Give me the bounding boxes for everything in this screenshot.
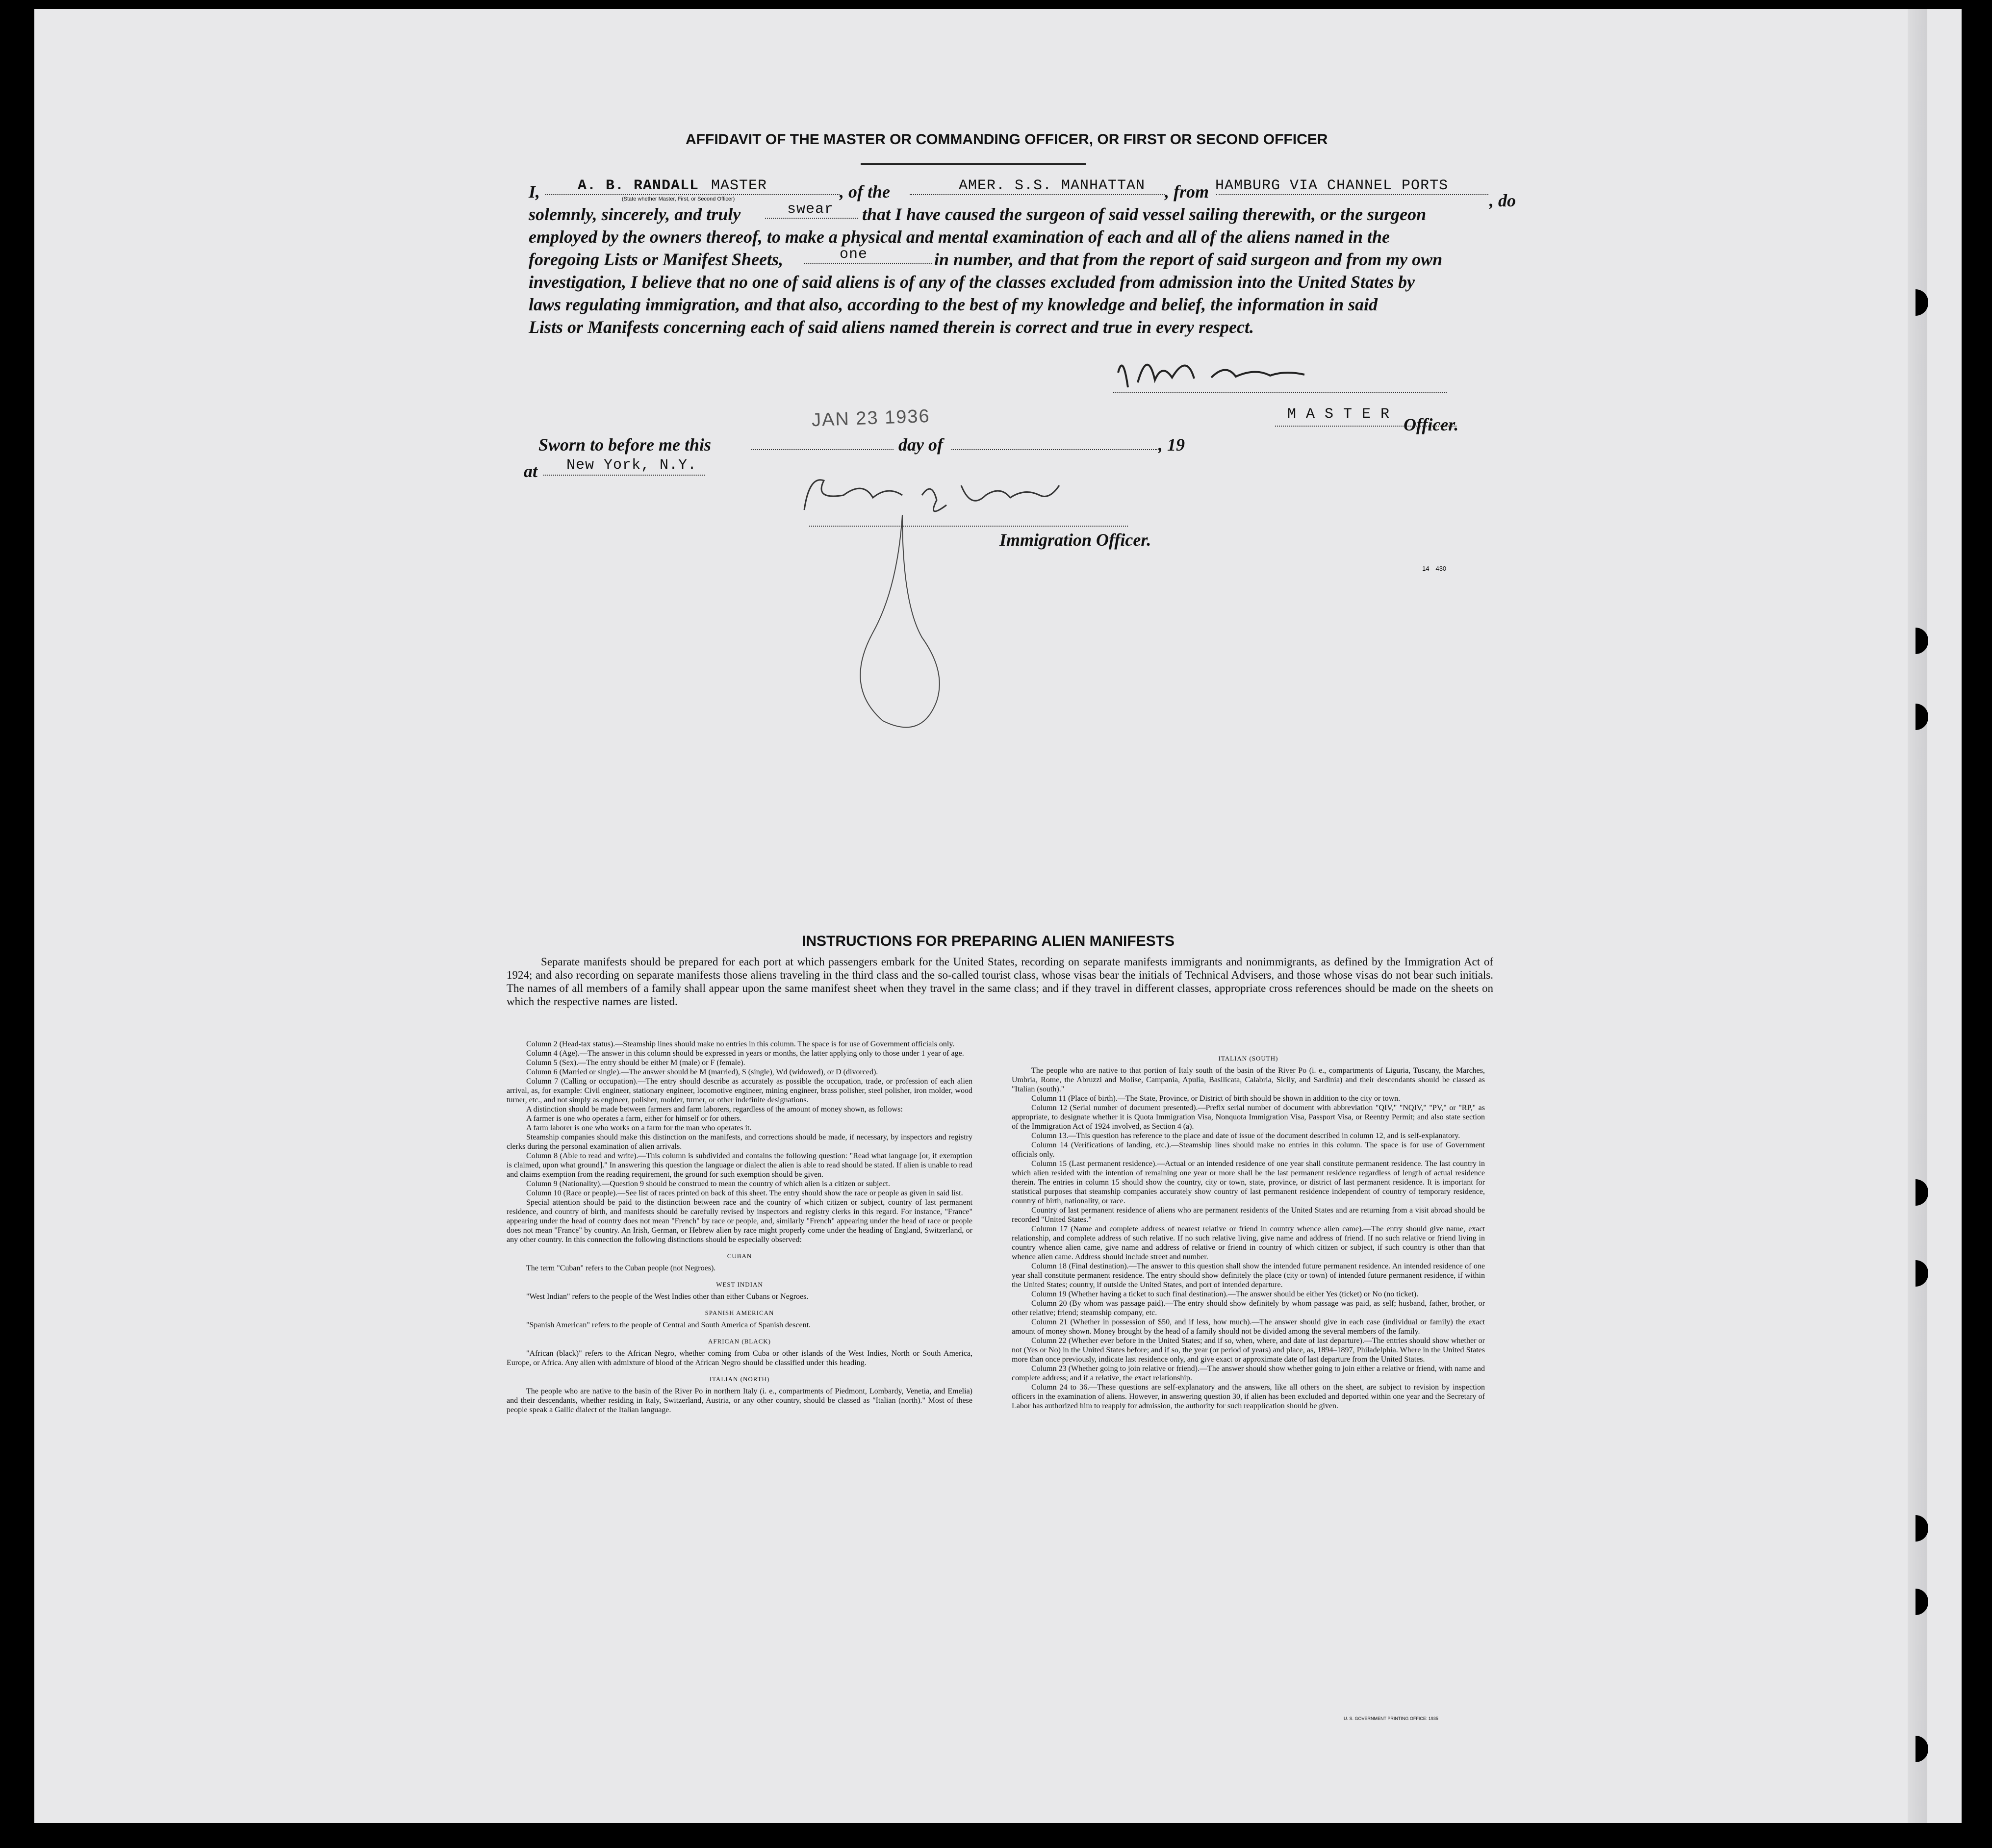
day-of-label: day of bbox=[898, 435, 943, 455]
immigration-officer-line bbox=[809, 526, 1128, 527]
section-heading: ITALIAN (SOUTH) bbox=[1218, 1055, 1278, 1062]
name-line bbox=[545, 194, 840, 195]
sheets-line bbox=[804, 263, 932, 264]
affidavit-line-3: employed by the owners thereof, to make a physical and mental examination of each and all of the aliens named in the bbox=[529, 227, 1390, 247]
instruction-paragraph: Country of last permanent residence of aliens who are permanent residents of the United States and are returning from a visit abroad should be recorded "United States." bbox=[1012, 1206, 1485, 1224]
instruction-paragraph: A farmer is one who operates a farm, either for himself or for others. bbox=[526, 1114, 742, 1123]
officer-title: M A S T E R bbox=[1287, 406, 1390, 423]
page-fold bbox=[1908, 9, 1927, 1823]
oath-text-b: that I have caused the surgeon of said vessel sailing therewith, or the surgeon bbox=[862, 204, 1427, 224]
form-number: 14—430 bbox=[1422, 565, 1447, 572]
instructions-title: INSTRUCTIONS FOR PREPARING ALIEN MANIFESTS bbox=[802, 933, 1175, 949]
section-heading: CUBAN bbox=[727, 1252, 752, 1260]
instruction-paragraph: Column 22 (Whether ever before in the United States; and if so, when, where, and date of last departure).—The entries should show whether or not (Yes or No) in the United States before; and if so, the year (or period of years) and place, as, 1894–1897, Philadelphia. Where in the United States more than once previously, indicate last residence only, and give exact or approximate date of last departure from the United States. bbox=[1012, 1337, 1485, 1364]
instruction-paragraph: The term "Cuban" refers to the Cuban people (not Negroes). bbox=[526, 1264, 716, 1272]
printing-office-footer: U. S. GOVERNMENT PRINTING OFFICE: 1935 bbox=[1344, 1716, 1438, 1721]
instruction-paragraph: Column 21 (Whether in possession of $50, and if less, how much).—The answer should give in each case (individual or family) the exact amount of money shown. Money brought by the head of a family should not be divided among the several members of the family. bbox=[1012, 1318, 1485, 1336]
instruction-paragraph: Column 4 (Age).—The answer in this column should be expressed in years or months, the latter applying only to those under 1 year of age. bbox=[526, 1049, 964, 1058]
instruction-paragraph: Column 11 (Place of birth).—The State, Province, or District of birth should be shown in addition to the city or town. bbox=[1031, 1094, 1401, 1103]
at-label: at bbox=[524, 461, 538, 481]
section-heading: WEST INDIAN bbox=[716, 1281, 763, 1288]
sheets-count: one bbox=[840, 246, 868, 263]
affidavit-line-5: investigation, I believe that no one of said aliens is of any of the classes excluded from admission into the United States by bbox=[529, 272, 1415, 292]
instruction-paragraph: Column 15 (Last permanent residence).—Actual or an intended residence of one year shall constitute permanent residence. The last country in which alien resided with the intention of remaining one year or more shall be the last permanent residence regardless of length of actual residence therein. The entries in column 15 should show the country, city or town, state, province, or district of last permanent residence. It is important for statistical purposes that steamship companies accurately show country of last permanent residence independent of country of temporary residence, country of birth, nationality, or race. bbox=[1012, 1160, 1485, 1205]
oath-line bbox=[765, 218, 858, 219]
master-name: A. B. RANDALL bbox=[578, 177, 699, 194]
sworn-place: New York, N.Y. bbox=[566, 457, 697, 474]
instruction-paragraph: The people who are native to the basin of the River Po in northern Italy (i. e., compartments of Piedmont, Lombardy, Venetia, and Emelia) and their descendants, whether residing in Italy, Switzerland, Austria, or any other country, should be classed as "Italian (north)." Most of these people speak a Gallic dialect of the Italian language. bbox=[507, 1387, 972, 1414]
instruction-paragraph: Column 8 (Able to read and write).—This column is subdivided and contains the following question: "Read what language [or, if exemption is claimed, upon what ground]." In answering this question the language or dialect the alien is able to read should be stated. If alien is unable to read and claims exemption from the reading requirement, the ground for such exemption should be given. bbox=[507, 1152, 972, 1179]
instruction-paragraph: Column 18 (Final destination).—The answer to this question shall show the intended future permanent residence. An intended residence of one year shall constitute permanent residence. The entry should show definitely the place (city or town) of intended future permanent residence, if within the United States; country, if outside the United States, and port of intended departure. bbox=[1012, 1262, 1485, 1289]
instruction-paragraph: "Spanish American" refers to the people of Central and South America of Spanish descent. bbox=[526, 1321, 811, 1329]
title-divider bbox=[861, 163, 1086, 165]
affidavit-line-4b: in number, and that from the report of said surgeon and from my own bbox=[934, 250, 1443, 269]
affidavit-title: AFFIDAVIT OF THE MASTER OR COMMANDING OFFICER, OR FIRST OR SECOND OFFICER bbox=[686, 131, 1328, 148]
instruction-paragraph: "West Indian" refers to the people of the West Indies other than either Cubans or Negroes. bbox=[526, 1292, 809, 1301]
master-signature bbox=[1108, 343, 1452, 402]
instructions-left-column bbox=[507, 1039, 972, 1415]
instruction-paragraph: Column 20 (By whom was passage paid).—The entry should show definitely by whom passage was paid, as self; husband, father, brother, or other relative; friend; steamship company, etc. bbox=[1012, 1299, 1485, 1317]
instructions-right-column bbox=[1012, 1047, 1485, 1411]
from-label: , from bbox=[1165, 182, 1209, 202]
instruction-paragraph: "African (black)" refers to the African Negro, whether coming from Cuba or other islands of the West Indies, North or South America, Europe, or Africa. Any alien with admixture of blood of the African Negro should be classified under this heading. bbox=[507, 1349, 972, 1367]
date-line bbox=[751, 449, 894, 450]
month-line bbox=[951, 449, 1157, 450]
instruction-paragraph: Column 23 (Whether going to join relative or friend).—The answer should show whether going to join either a relative or friend, with name and complete address; and if a relative, the exact relationship. bbox=[1012, 1365, 1485, 1382]
instruction-paragraph: Column 7 (Calling or occupation).—The entry should describe as accurately as possible the occupation, trade, or profession of each alien arrival, as, for example: Civil engineer, stationary engineer, locomotive engineer, mining engineer, brass polisher, steel polisher, iron molder, wood turner, etc., and not simply as engineer, polisher, molder, turner, or other indefinite designations. bbox=[507, 1077, 972, 1104]
instructions-intro: Separate manifests should be prepared for each port at which passengers embark for the United States, recording on separate manifests immigrants and nonimmigrants, as defined by the Immigration Act of 1924; and also recording on separate manifests those aliens traveling in the third class and the so-called tourist class, whose visas bear the initials of Technical Advisers, and those whose visas do not bear such initials. The names of all members of a family shall appear upon the same manifest sheet when they travel in the same class; and if they travel in different classes, appropriate cross references should be made on the sheets on which the respective names are listed. bbox=[507, 956, 1493, 1008]
section-heading: AFRICAN (BLACK) bbox=[708, 1338, 771, 1345]
instruction-paragraph: Special attention should be paid to the distinction between race and the country of which citizen or subject, country of last permanent residence, and country of birth, and manifests should be carefully revised by inspectors and registry clerks in this regard. For instance, "France" appearing under the head of country does not mean "French" by race or people, and, similarly "French" appearing under the head of race or people does not mean "France" by country. An Irish, German, or Hebrew alien by race might properly come under the heading of England, Switzerland, or any other country. In this connection the following distinctions should be especially observed: bbox=[507, 1198, 972, 1244]
instruction-paragraph: The people who are native to that portion of Italy south of the basin of the River Po (i. e., compartments of Liguria, Tuscany, the Marches, Umbria, Rome, the Abruzzi and Molise, Campania, Apulia, Basilicata, Calabria, Sicily, and Sardinia) and their descendants should be classed as "Italian (south)." bbox=[1012, 1066, 1485, 1093]
of-the-label: , of the bbox=[840, 182, 890, 202]
instruction-paragraph: Column 5 (Sex).—The entry should be either M (male) or F (female). bbox=[526, 1059, 745, 1067]
signature-line bbox=[1113, 392, 1447, 393]
instruction-paragraph: Column 19 (Whether having a ticket to such final destination).—The answer should be either Yes (ticket) or No (no ticket). bbox=[1031, 1290, 1419, 1298]
instruction-paragraph: Column 9 (Nationality).—Question 9 should be construed to mean the country of which alien is a citizen or subject. bbox=[526, 1180, 891, 1188]
instruction-paragraph: Column 2 (Head-tax status).—Steamship lines should make no entries in this column. The space is for use of Government officials only. bbox=[526, 1040, 955, 1048]
do-label: , do bbox=[1489, 191, 1516, 210]
instruction-paragraph: Column 12 (Serial number of document presented).—Prefix serial number of document with abbreviation "QIV," "NQIV," "PV," or "RP," as appropriate, to designate whether it is Quota Immigration Visa, Nonquota Immigration Visa, Passport Visa, or Reentry Permit; and also state section of the Immigration Act of 1924 involved, as Section 4 (a). bbox=[1012, 1104, 1485, 1131]
section-heading: ITALIAN (NORTH) bbox=[709, 1375, 770, 1383]
oath-value: swear bbox=[787, 201, 834, 218]
instruction-paragraph: Column 10 (Race or people).—See list of races printed on back of this sheet. The entry should show the race or people as given in said list. bbox=[526, 1189, 963, 1197]
officer-label: Officer. bbox=[1404, 415, 1459, 434]
immigration-officer-signature bbox=[785, 466, 1128, 770]
affidavit-line-6: laws regulating immigration, and that also, according to the best of my knowledge and belief, the information in said bbox=[529, 295, 1378, 314]
place-line bbox=[543, 475, 705, 476]
vessel-name: AMER. S.S. MANHATTAN bbox=[959, 177, 1146, 194]
date-stamp: JAN 23 1936 bbox=[811, 405, 931, 431]
oath-text-a: solemnly, sincerely, and truly bbox=[529, 204, 741, 224]
rank-caption: (State whether Master, First, or Second Officer) bbox=[622, 196, 735, 202]
instruction-paragraph: Column 14 (Verifications of landing, etc.).—Steamship lines should make no entries in this column. The space is for use of Government officials only. bbox=[1012, 1141, 1485, 1159]
instruction-paragraph: A farm laborer is one who works on a farm for the man who operates it. bbox=[526, 1124, 752, 1132]
instruction-paragraph: Column 24 to 36.—These questions are self-explanatory and the answers, like all others on the sheet, are subject to revision by inspection officers in the examination of aliens. However, in answering question 30, if alien has been excluded and deported within one year and the Secretary of Labor has authorized him to reapply for admission, the authority for such reapplication should be given. bbox=[1012, 1383, 1485, 1410]
instruction-paragraph: Column 13.—This question has reference to the place and date of issue of the document described in column 12, and is self-explanatory. bbox=[1031, 1132, 1460, 1140]
vessel-line bbox=[910, 194, 1165, 195]
departure-port: HAMBURG VIA CHANNEL PORTS bbox=[1215, 177, 1449, 194]
immigration-officer-label: Immigration Officer. bbox=[999, 530, 1151, 550]
port-line bbox=[1216, 194, 1488, 195]
affidavit-line-7: Lists or Manifests concerning each of said aliens named therein is correct and true in every respect. bbox=[529, 317, 1254, 337]
instruction-paragraph: Column 17 (Name and complete address of nearest relative or friend in country whence alien came).—The entry should give name, exact relationship, and complete address of such relative. If no such relative living, give name and address of friend. If no such relative or friend living in country whence alien came, give name and address of relative or friend in country of which citizen or subject, if such country is other than that whence alien came. Address should include street and number. bbox=[1012, 1225, 1485, 1261]
section-heading: SPANISH AMERICAN bbox=[705, 1309, 774, 1316]
year-label: , 19 bbox=[1158, 435, 1185, 455]
sworn-label: Sworn to before me this bbox=[538, 435, 712, 455]
i-label: I, bbox=[529, 182, 540, 202]
instruction-paragraph: A distinction should be made between farmers and farm laborers, regardless of the amount of money shown, as follows: bbox=[526, 1105, 903, 1114]
instruction-paragraph: Column 6 (Married or single).—The answer should be M (married), S (single), Wd (widowed), or D (divorced). bbox=[526, 1068, 878, 1076]
rank-value: MASTER bbox=[711, 177, 767, 194]
affidavit-line-4a: foregoing Lists or Manifest Sheets, bbox=[529, 250, 784, 269]
instruction-paragraph: Steamship companies should make this distinction on the manifests, and corrections should be made, if necessary, by inspectors and registry clerks during the personal examination of alien arrivals. bbox=[507, 1133, 972, 1151]
